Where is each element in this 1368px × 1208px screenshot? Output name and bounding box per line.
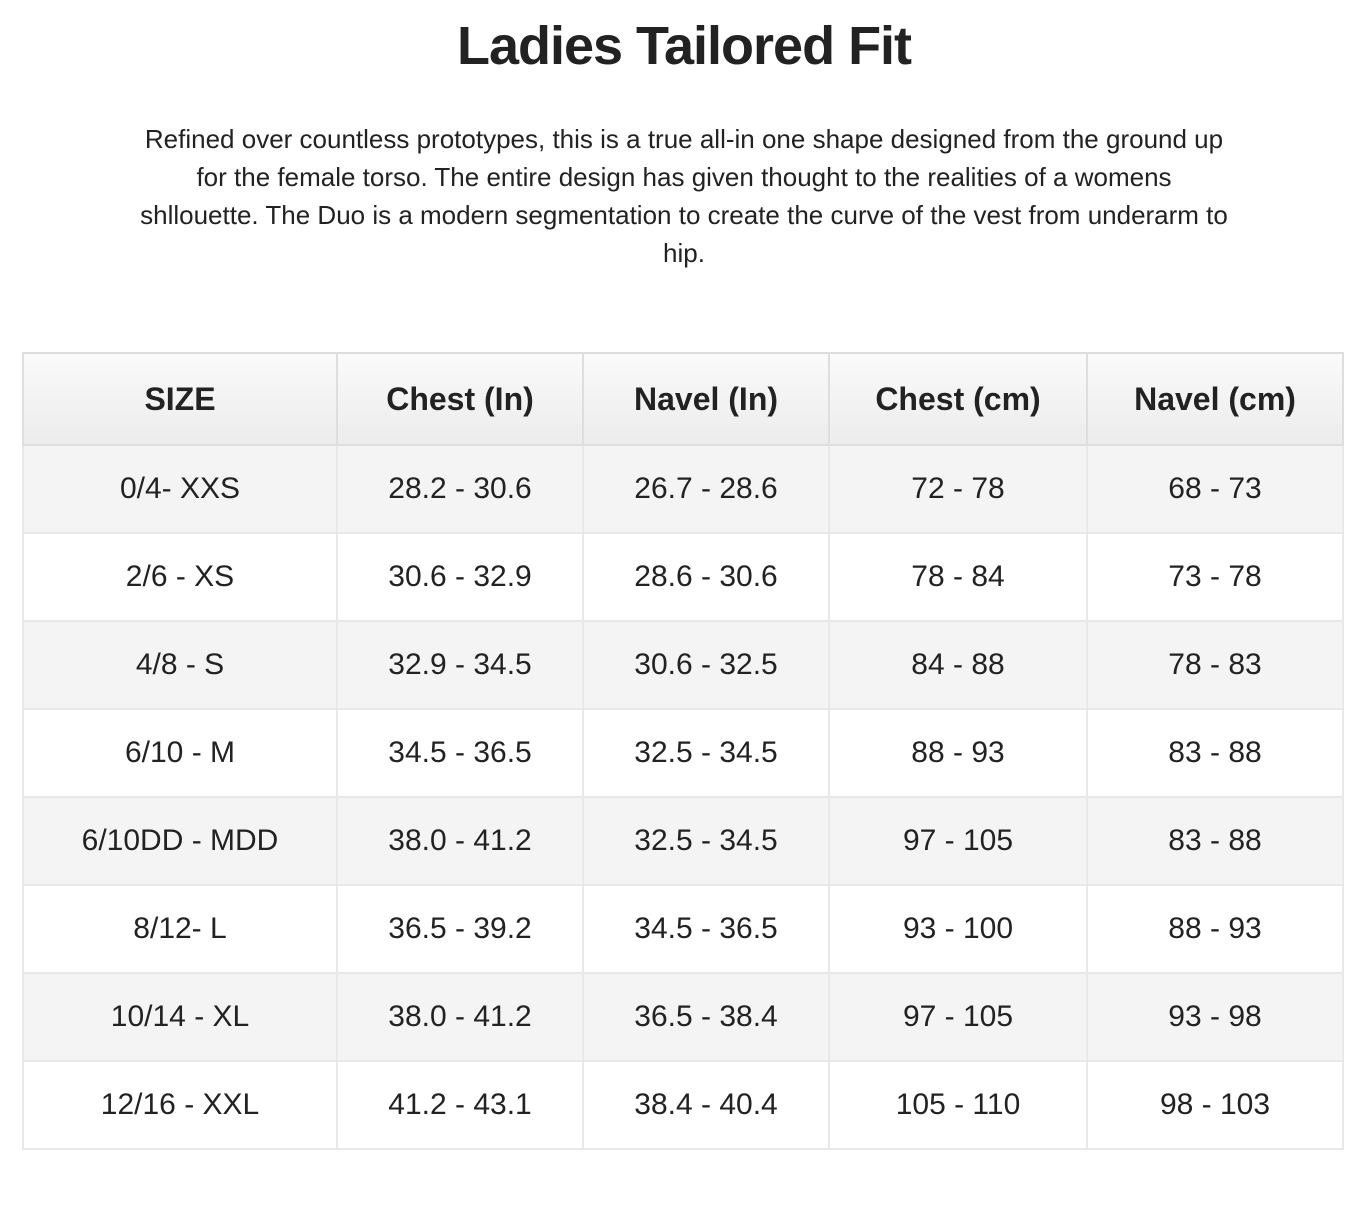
cell-chest-cm: 105 - 110	[829, 1061, 1087, 1149]
table-row	[23, 973, 1343, 1061]
table-row	[23, 533, 1343, 621]
table-row	[23, 1061, 1343, 1149]
cell-size: 0/4- XXS	[23, 445, 337, 533]
table-row	[23, 445, 1343, 533]
header-navel-cm: Navel (cm)	[1087, 353, 1343, 445]
cell-chest-cm: 84 - 88	[829, 621, 1087, 709]
cell-navel-in: 38.4 - 40.4	[583, 1061, 829, 1149]
cell-chest-in: 36.5 - 39.2	[337, 885, 583, 973]
cell-navel-cm: 83 - 88	[1087, 797, 1343, 885]
cell-navel-in: 34.5 - 36.5	[583, 885, 829, 973]
table-row	[23, 621, 1343, 709]
cell-size: 8/12- L	[23, 885, 337, 973]
cell-chest-cm: 78 - 84	[829, 533, 1087, 621]
cell-size: 10/14 - XL	[23, 973, 337, 1061]
cell-navel-cm: 93 - 98	[1087, 973, 1343, 1061]
cell-chest-cm: 97 - 105	[829, 797, 1087, 885]
header-row	[23, 353, 1343, 445]
cell-chest-cm: 97 - 105	[829, 973, 1087, 1061]
header-navel-in: Navel (In)	[583, 353, 829, 445]
cell-navel-in: 26.7 - 28.6	[583, 445, 829, 533]
intro-paragraph: Refined over countless prototypes, this is a true all-in one shape designed from the ground up for the female torso. The entire design has given thought to the realities of a womens shllouette. The Duo is a modern segmentation to create the curve of the vest from underarm to hip.	[140, 124, 1228, 268]
cell-chest-in: 30.6 - 32.9	[337, 533, 583, 621]
page-title: Ladies Tailored Fit	[456, 16, 912, 76]
cell-navel-cm: 83 - 88	[1087, 709, 1343, 797]
cell-navel-in: 36.5 - 38.4	[583, 973, 829, 1061]
cell-chest-in: 32.9 - 34.5	[337, 621, 583, 709]
table-header	[23, 353, 1343, 445]
cell-navel-in: 28.6 - 30.6	[583, 533, 829, 621]
table-row	[23, 709, 1343, 797]
cell-navel-cm: 78 - 83	[1087, 621, 1343, 709]
cell-navel-in: 32.5 - 34.5	[583, 797, 829, 885]
cell-navel-cm: 73 - 78	[1087, 533, 1343, 621]
cell-chest-in: 38.0 - 41.2	[337, 797, 583, 885]
cell-chest-cm: 93 - 100	[829, 885, 1087, 973]
cell-size: 6/10 - M	[23, 709, 337, 797]
cell-chest-cm: 72 - 78	[829, 445, 1087, 533]
table-row	[23, 797, 1343, 885]
cell-chest-in: 28.2 - 30.6	[337, 445, 583, 533]
cell-navel-in: 30.6 - 32.5	[583, 621, 829, 709]
cell-size: 12/16 - XXL	[23, 1061, 337, 1149]
table-body	[23, 445, 1343, 1149]
cell-chest-in: 38.0 - 41.2	[337, 973, 583, 1061]
header-size: SIZE	[23, 353, 337, 445]
cell-navel-cm: 88 - 93	[1087, 885, 1343, 973]
table-row	[23, 885, 1343, 973]
cell-chest-in: 41.2 - 43.1	[337, 1061, 583, 1149]
cell-size: 2/6 - XS	[23, 533, 337, 621]
header-chest-cm: Chest (cm)	[829, 353, 1087, 445]
size-chart-table	[22, 352, 1344, 1150]
cell-navel-cm: 68 - 73	[1087, 445, 1343, 533]
cell-size: 6/10DD - MDD	[23, 797, 337, 885]
cell-chest-cm: 88 - 93	[829, 709, 1087, 797]
header-chest-in: Chest (In)	[337, 353, 583, 445]
cell-navel-in: 32.5 - 34.5	[583, 709, 829, 797]
cell-chest-in: 34.5 - 36.5	[337, 709, 583, 797]
cell-navel-cm: 98 - 103	[1087, 1061, 1343, 1149]
cell-size: 4/8 - S	[23, 621, 337, 709]
